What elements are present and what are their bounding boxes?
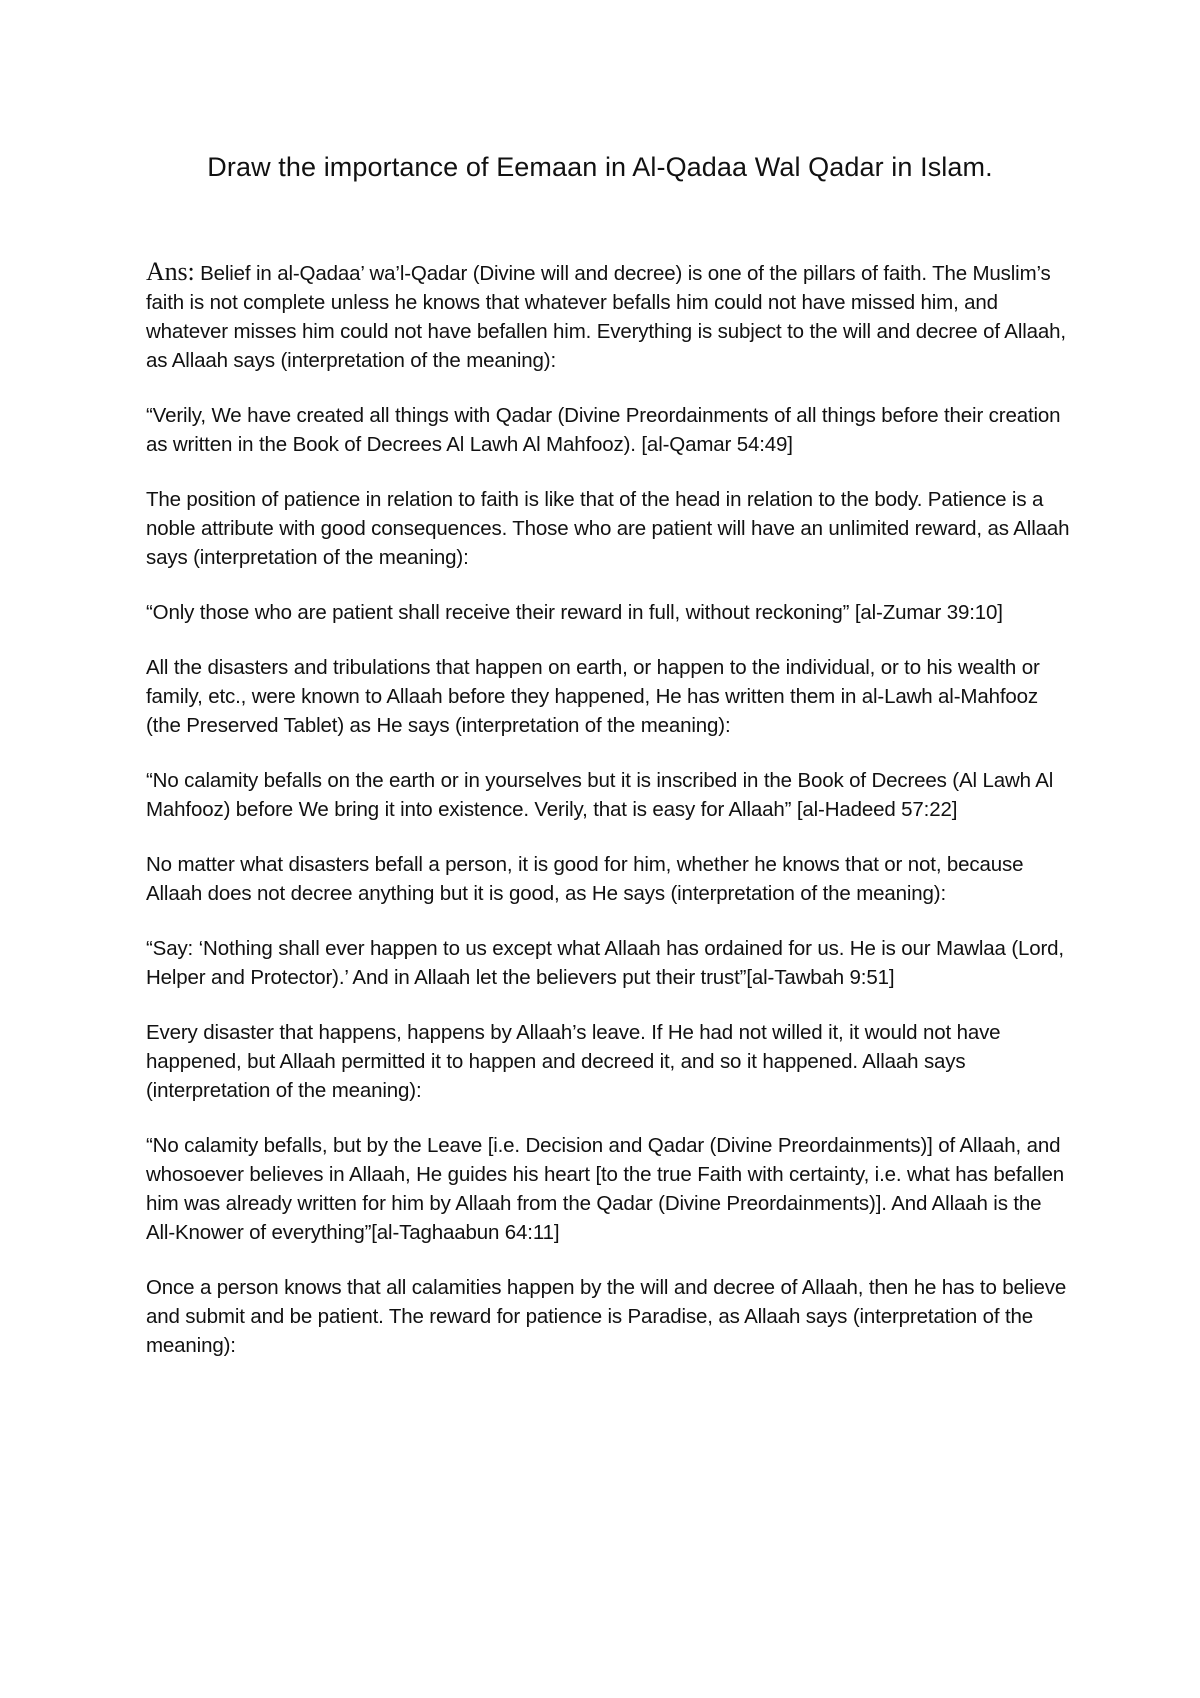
paragraph-quote-taghaabun: “No calamity befalls, but by the Leave [i.e. Decision and Qadar (Divine Preordainments)] of Allaah, and whosoever believes in Allaah, He guides his heart [to the true Faith with certainty, i.e. what has befallen him was already written for him by Allaah from the Qadar (Divine Preordainments)]. And Allaah is the All-Knower of everything”[al-Taghaabun 64:11] (146, 1134, 1064, 1244)
paragraph-patience: The position of patience in relation to faith is like that of the head in relation to the body. Patience is a noble attribute with good consequences. Those who are patient will have an unlimited reward, as Allaah says (interpretation of the meaning): (146, 488, 1070, 569)
answer-text: Belief in al-Qadaa’ wa’l-Qadar (Divine will and decree) is one of the pillars of faith. The Muslim’s faith is not complete unless he knows that whatever befalls him could not have missed him, and whatever misses him could not have befallen him. Everything is subject to the will and decree of Allaah, as Allaah says (interpretation of the meaning): (146, 262, 1066, 372)
answer-label: Ans: (146, 257, 195, 286)
answer-paragraph (146, 257, 1071, 375)
paragraph-good-for-him: No matter what disasters befall a person, it is good for him, whether he knows that or not, because Allaah does not decree anything but it is good, as He says (interpretation of the meaning): (146, 853, 1024, 905)
paragraph-quote-hadeed: “No calamity befalls on the earth or in yourselves but it is inscribed in the Book of Decrees (Al Lawh Al Mahfooz) before We bring it into existence. Verily, that is easy for Allaah” [al-Hadeed 57:22] (146, 769, 1054, 821)
paragraph-quote-qamar: “Verily, We have created all things with Qadar (Divine Preordainments of all things before their creation as written in the Book of Decrees Al Lawh Al Mahfooz). [al-Qamar 54:49] (146, 404, 1061, 456)
document-title: Draw the importance of Eemaan in Al-Qadaa Wal Qadar in Islam. (207, 152, 993, 182)
paragraph-disasters: All the disasters and tribulations that happen on earth, or happen to the individual, or to his wealth or family, etc., were known to Allaah before they happened, He has written them in al-Lawh al-Mahfooz (the Preserved Tablet) as He says (interpretation of the meaning): (146, 656, 1040, 737)
document-body (146, 257, 1071, 1386)
paragraph-quote-zumar: “Only those who are patient shall receive their reward in full, without reckoning” [al-Zumar 39:10] (146, 601, 1003, 624)
paragraph-reward-paradise: Once a person knows that all calamities happen by the will and decree of Allaah, then he has to believe and submit and be patient. The reward for patience is Paradise, as Allaah says (interpretation of the meaning): (146, 1276, 1067, 1357)
paragraph-allaahs-leave: Every disaster that happens, happens by Allaah’s leave. If He had not willed it, it would not have happened, but Allaah permitted it to happen and decreed it, and so it happened. Allaah says (interpretation of the meaning): (146, 1021, 1001, 1102)
paragraph-quote-tawbah: “Say: ‘Nothing shall ever happen to us except what Allaah has ordained for us. He is our Mawlaa (Lord, Helper and Protector).’ And in Allaah let the believers put their trust”[al-Tawbah 9:51] (146, 937, 1064, 989)
